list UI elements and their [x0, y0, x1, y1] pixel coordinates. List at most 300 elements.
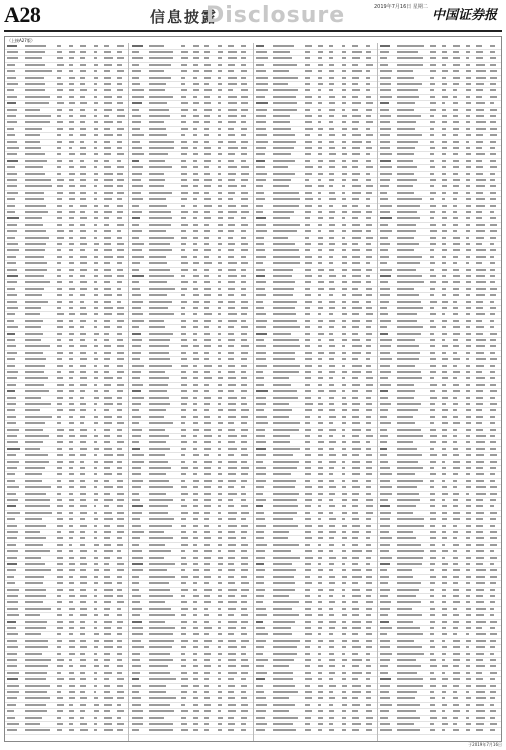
- table-cell-text: [149, 333, 173, 335]
- table-cell-text: [318, 646, 322, 648]
- table-cell-text: [490, 653, 494, 655]
- table-cell-text: [476, 672, 482, 674]
- table-cell-text: [305, 109, 310, 111]
- table-cell-text: [193, 249, 197, 251]
- table-cell-text: [366, 384, 373, 386]
- table-cell-text: [329, 550, 333, 552]
- table-cell-text: [380, 640, 390, 642]
- table-cell-text: [342, 249, 346, 251]
- table-cell-text: [57, 134, 61, 136]
- table-cell-text: [305, 83, 310, 85]
- table-cell-text: [256, 294, 266, 296]
- table-cell-text: [80, 134, 86, 136]
- table-cell-text: [132, 512, 142, 514]
- table-cell-text: [132, 249, 142, 251]
- table-cell-text: [149, 179, 165, 181]
- table-cell-text: [318, 608, 322, 610]
- table-cell-text: [132, 403, 141, 405]
- table-cell-text: [80, 454, 86, 456]
- table-cell-text: [218, 614, 222, 616]
- table-cell-text: [366, 365, 371, 367]
- table-cell-text: [256, 166, 265, 168]
- table-cell-text: [228, 467, 238, 469]
- table-cell-text: [149, 281, 167, 283]
- table-cell-text: [181, 224, 188, 226]
- table-cell-text: [442, 128, 447, 130]
- table-cell-text: [57, 569, 63, 571]
- table-cell-text: [117, 377, 122, 379]
- table-cell-text: [453, 384, 459, 386]
- table-cell-text: [430, 281, 437, 283]
- row-divider: [254, 235, 377, 236]
- table-cell-text: [342, 569, 346, 571]
- row-divider: [254, 574, 377, 575]
- table-cell-text: [380, 166, 392, 168]
- table-cell-text: [397, 595, 415, 597]
- table-cell-text: [318, 198, 322, 200]
- table-cell-text: [490, 403, 497, 405]
- table-cell-text: [25, 173, 45, 175]
- table-cell-text: [228, 313, 238, 315]
- table-cell-text: [132, 160, 139, 162]
- table-cell-text: [490, 441, 496, 443]
- table-cell-text: [69, 384, 74, 386]
- row-divider: [129, 75, 252, 76]
- table-cell-text: [318, 224, 322, 226]
- table-cell-text: [218, 672, 221, 674]
- table-cell-text: [442, 621, 447, 623]
- table-cell-text: [305, 288, 309, 290]
- row-divider: [254, 299, 377, 300]
- table-cell-text: [273, 493, 299, 495]
- table-cell-text: [149, 665, 168, 667]
- table-cell-text: [204, 576, 211, 578]
- table-cell-text: [218, 563, 223, 565]
- table-cell-text: [193, 269, 197, 271]
- table-cell-text: [466, 51, 470, 53]
- table-cell-text: [132, 294, 141, 296]
- table-cell-text: [380, 313, 388, 315]
- table-cell-text: [453, 51, 460, 53]
- table-cell-text: [193, 160, 197, 162]
- table-cell-text: [342, 576, 347, 578]
- row-divider: [129, 356, 252, 357]
- table-cell-text: [94, 601, 98, 603]
- table-cell-text: [7, 717, 14, 719]
- table-cell-text: [204, 537, 211, 539]
- table-cell-text: [193, 704, 198, 706]
- table-cell-text: [397, 557, 422, 559]
- table-cell-text: [193, 569, 199, 571]
- table-cell-text: [329, 486, 336, 488]
- table-cell-text: [149, 390, 167, 392]
- table-cell-text: [442, 83, 447, 85]
- table-cell-text: [132, 237, 140, 239]
- table-cell-text: [318, 377, 323, 379]
- table-cell-text: [94, 505, 97, 507]
- table-cell-text: [342, 646, 346, 648]
- table-cell-text: [117, 345, 124, 347]
- row-divider: [254, 676, 377, 677]
- table-cell-text: [181, 691, 187, 693]
- table-cell-text: [80, 512, 87, 514]
- row-divider: [254, 612, 377, 613]
- row-divider: [378, 388, 501, 389]
- row-divider: [254, 151, 377, 152]
- table-cell-text: [342, 429, 345, 431]
- table-cell-text: [218, 339, 221, 341]
- table-cell-text: [228, 569, 235, 571]
- table-cell-text: [466, 441, 469, 443]
- table-cell-text: [193, 633, 198, 635]
- table-cell-text: [117, 557, 122, 559]
- table-cell-text: [380, 128, 391, 130]
- table-cell-text: [476, 653, 484, 655]
- table-cell-text: [25, 665, 48, 667]
- table-cell-text: [149, 435, 169, 437]
- table-cell-text: [397, 217, 419, 219]
- table-cell-text: [366, 345, 371, 347]
- row-divider: [378, 55, 501, 56]
- table-cell-text: [69, 550, 73, 552]
- table-cell-text: [476, 409, 482, 411]
- table-cell-text: [7, 390, 15, 392]
- table-cell-text: [241, 134, 245, 136]
- table-cell-text: [318, 275, 323, 277]
- table-cell-text: [204, 525, 209, 527]
- table-cell-text: [476, 256, 485, 258]
- table-cell-text: [352, 723, 361, 725]
- row-divider: [378, 683, 501, 684]
- table-cell-text: [132, 275, 144, 277]
- table-cell-text: [241, 723, 246, 725]
- table-cell-text: [69, 659, 72, 661]
- table-cell-text: [193, 653, 196, 655]
- table-cell-text: [366, 627, 371, 629]
- table-cell-text: [104, 659, 111, 661]
- table-cell-text: [352, 192, 361, 194]
- table-cell-text: [476, 57, 483, 59]
- table-cell-text: [318, 563, 322, 565]
- table-cell-text: [466, 531, 470, 533]
- table-cell-text: [193, 275, 199, 277]
- table-cell-text: [430, 505, 436, 507]
- table-cell-text: [80, 473, 85, 475]
- table-cell-text: [25, 608, 51, 610]
- table-cell-text: [181, 448, 186, 450]
- table-cell-text: [256, 288, 265, 290]
- table-cell-text: [476, 710, 484, 712]
- table-cell-text: [204, 134, 208, 136]
- table-cell-text: [218, 262, 222, 264]
- table-cell-text: [442, 217, 447, 219]
- table-cell-text: [476, 333, 482, 335]
- table-cell-text: [57, 697, 63, 699]
- table-cell-text: [204, 544, 209, 546]
- table-cell-text: [476, 166, 483, 168]
- table-cell-text: [80, 345, 87, 347]
- table-cell-text: [442, 544, 446, 546]
- table-column-block: [5, 43, 129, 741]
- table-cell-text: [305, 102, 311, 104]
- table-cell-text: [7, 710, 14, 712]
- table-cell-text: [104, 153, 111, 155]
- table-cell-text: [380, 134, 390, 136]
- table-cell-text: [305, 608, 311, 610]
- table-cell-text: [25, 326, 42, 328]
- table-cell-text: [490, 262, 495, 264]
- table-cell-text: [204, 211, 210, 213]
- table-cell-text: [318, 595, 322, 597]
- table-cell-text: [256, 326, 266, 328]
- table-cell-text: [273, 141, 296, 143]
- table-cell-text: [256, 505, 263, 507]
- table-cell-text: [366, 441, 370, 443]
- table-cell-text: [104, 288, 112, 290]
- table-cell-text: [305, 205, 312, 207]
- table-cell-text: [57, 211, 62, 213]
- table-cell-text: [25, 582, 44, 584]
- table-cell-text: [204, 288, 210, 290]
- table-cell-text: [57, 102, 64, 104]
- table-cell-text: [490, 640, 496, 642]
- table-cell-text: [7, 518, 14, 520]
- table-cell-text: [397, 77, 413, 79]
- table-cell-text: [25, 569, 51, 571]
- table-cell-text: [104, 243, 111, 245]
- table-cell-text: [273, 569, 296, 571]
- table-cell-text: [117, 518, 124, 520]
- table-cell-text: [80, 557, 85, 559]
- table-cell-text: [366, 435, 373, 437]
- table-cell-text: [453, 441, 458, 443]
- table-cell-text: [380, 665, 388, 667]
- table-cell-text: [453, 454, 459, 456]
- row-divider: [254, 119, 377, 120]
- table-cell-text: [104, 339, 110, 341]
- table-cell-text: [273, 64, 297, 66]
- table-cell-text: [132, 89, 144, 91]
- row-divider: [378, 670, 501, 671]
- table-cell-text: [273, 505, 298, 507]
- table-cell-text: [273, 467, 297, 469]
- table-cell-text: [476, 518, 482, 520]
- table-cell-text: [466, 333, 470, 335]
- row-divider: [129, 555, 252, 556]
- table-cell-text: [476, 595, 482, 597]
- table-cell-text: [352, 288, 358, 290]
- table-cell-text: [430, 115, 434, 117]
- table-cell-text: [132, 51, 140, 53]
- table-cell-text: [273, 326, 300, 328]
- table-cell-text: [329, 480, 335, 482]
- table-cell-text: [57, 217, 62, 219]
- table-cell-text: [104, 678, 110, 680]
- table-cell-text: [149, 646, 172, 648]
- table-cell-text: [318, 77, 322, 79]
- table-cell-text: [442, 313, 446, 315]
- table-cell-text: [94, 192, 98, 194]
- table-cell-text: [318, 416, 322, 418]
- table-cell-text: [318, 51, 323, 53]
- table-cell-text: [132, 198, 143, 200]
- table-cell-text: [7, 723, 19, 725]
- table-cell-text: [342, 262, 347, 264]
- table-cell-text: [241, 294, 245, 296]
- table-cell-text: [466, 525, 471, 527]
- table-cell-text: [305, 281, 310, 283]
- table-cell-text: [69, 320, 73, 322]
- row-divider: [129, 574, 252, 575]
- table-cell-text: [466, 179, 470, 181]
- table-cell-text: [329, 198, 336, 200]
- row-divider: [254, 503, 377, 504]
- table-cell-text: [228, 665, 236, 667]
- table-cell-text: [104, 365, 109, 367]
- table-cell-text: [442, 557, 446, 559]
- table-cell-text: [218, 352, 221, 354]
- table-columns: [5, 43, 501, 741]
- row-divider: [378, 228, 501, 229]
- table-cell-text: [132, 256, 144, 258]
- table-cell-text: [453, 198, 457, 200]
- row-divider: [254, 407, 377, 408]
- table-cell-text: [181, 377, 187, 379]
- table-cell-text: [204, 262, 211, 264]
- table-cell-text: [132, 185, 143, 187]
- table-cell-text: [241, 621, 247, 623]
- table-cell-text: [132, 467, 142, 469]
- table-cell-text: [193, 333, 197, 335]
- table-cell-text: [490, 512, 497, 514]
- row-divider: [254, 75, 377, 76]
- table-cell-text: [80, 281, 87, 283]
- table-cell-text: [318, 102, 322, 104]
- row-divider: [129, 683, 252, 684]
- table-cell-text: [57, 505, 63, 507]
- table-cell-text: [476, 601, 484, 603]
- row-divider: [5, 369, 128, 370]
- table-cell-text: [132, 409, 140, 411]
- table-cell-text: [181, 281, 188, 283]
- table-cell-text: [69, 243, 74, 245]
- table-cell-text: [7, 429, 19, 431]
- table-cell-text: [132, 672, 140, 674]
- table-cell-text: [256, 217, 266, 219]
- table-cell-text: [366, 678, 371, 680]
- table-cell-text: [318, 665, 323, 667]
- row-divider: [254, 715, 377, 716]
- table-cell-text: [181, 659, 186, 661]
- table-cell-text: [490, 595, 495, 597]
- table-cell-text: [366, 77, 370, 79]
- table-cell-text: [218, 633, 222, 635]
- table-cell-text: [318, 358, 322, 360]
- table-cell-text: [94, 608, 97, 610]
- table-cell-text: [466, 621, 470, 623]
- table-cell-text: [228, 576, 234, 578]
- table-cell-text: [490, 589, 495, 591]
- table-cell-text: [241, 531, 247, 533]
- table-cell-text: [366, 320, 372, 322]
- table-cell-text: [490, 102, 494, 104]
- table-cell-text: [490, 358, 497, 360]
- row-divider: [254, 523, 377, 524]
- row-divider: [254, 708, 377, 709]
- table-cell-text: [7, 493, 15, 495]
- table-cell-text: [204, 608, 208, 610]
- table-cell-text: [80, 45, 86, 47]
- table-cell-text: [241, 397, 246, 399]
- table-cell-text: [256, 281, 266, 283]
- table-cell-text: [329, 121, 333, 123]
- table-cell-text: [476, 454, 484, 456]
- table-cell-text: [80, 544, 85, 546]
- table-cell-text: [318, 390, 324, 392]
- table-cell-text: [228, 461, 237, 463]
- table-cell-text: [149, 294, 167, 296]
- table-cell-text: [241, 678, 245, 680]
- table-cell-text: [204, 83, 209, 85]
- table-cell-text: [149, 352, 169, 354]
- table-cell-text: [181, 685, 188, 687]
- table-cell-text: [342, 493, 347, 495]
- row-divider: [5, 87, 128, 88]
- table-cell-text: [329, 269, 334, 271]
- table-cell-text: [318, 525, 324, 527]
- table-cell-text: [204, 563, 210, 565]
- table-cell-text: [228, 633, 235, 635]
- table-cell-text: [305, 333, 310, 335]
- table-cell-text: [453, 665, 459, 667]
- table-cell-text: [318, 345, 323, 347]
- table-cell-text: [342, 717, 346, 719]
- table-cell-text: [218, 589, 222, 591]
- table-cell-text: [466, 115, 470, 117]
- table-cell-text: [104, 320, 111, 322]
- table-cell-text: [273, 147, 294, 149]
- table-cell-text: [305, 307, 310, 309]
- table-cell-text: [397, 102, 414, 104]
- table-cell-text: [430, 51, 436, 53]
- table-cell-text: [318, 249, 323, 251]
- table-cell-text: [25, 557, 41, 559]
- table-cell-text: [193, 589, 196, 591]
- row-divider: [5, 356, 128, 357]
- table-cell-text: [241, 179, 247, 181]
- table-cell-text: [241, 205, 248, 207]
- table-cell-text: [442, 307, 447, 309]
- table-cell-text: [181, 441, 187, 443]
- table-cell-text: [149, 454, 165, 456]
- table-cell-text: [218, 422, 223, 424]
- table-cell-text: [490, 467, 496, 469]
- table-cell-text: [69, 115, 73, 117]
- table-cell-text: [476, 473, 483, 475]
- table-cell-text: [273, 537, 288, 539]
- table-cell-text: [256, 723, 267, 725]
- table-cell-text: [453, 320, 459, 322]
- table-cell-text: [204, 717, 209, 719]
- table-cell-text: [57, 128, 63, 130]
- table-cell-text: [228, 70, 234, 72]
- table-cell-text: [193, 230, 198, 232]
- row-divider: [5, 343, 128, 344]
- table-cell-text: [273, 281, 295, 283]
- table-cell-text: [318, 729, 322, 731]
- table-cell-text: [329, 621, 336, 623]
- table-cell-text: [273, 217, 289, 219]
